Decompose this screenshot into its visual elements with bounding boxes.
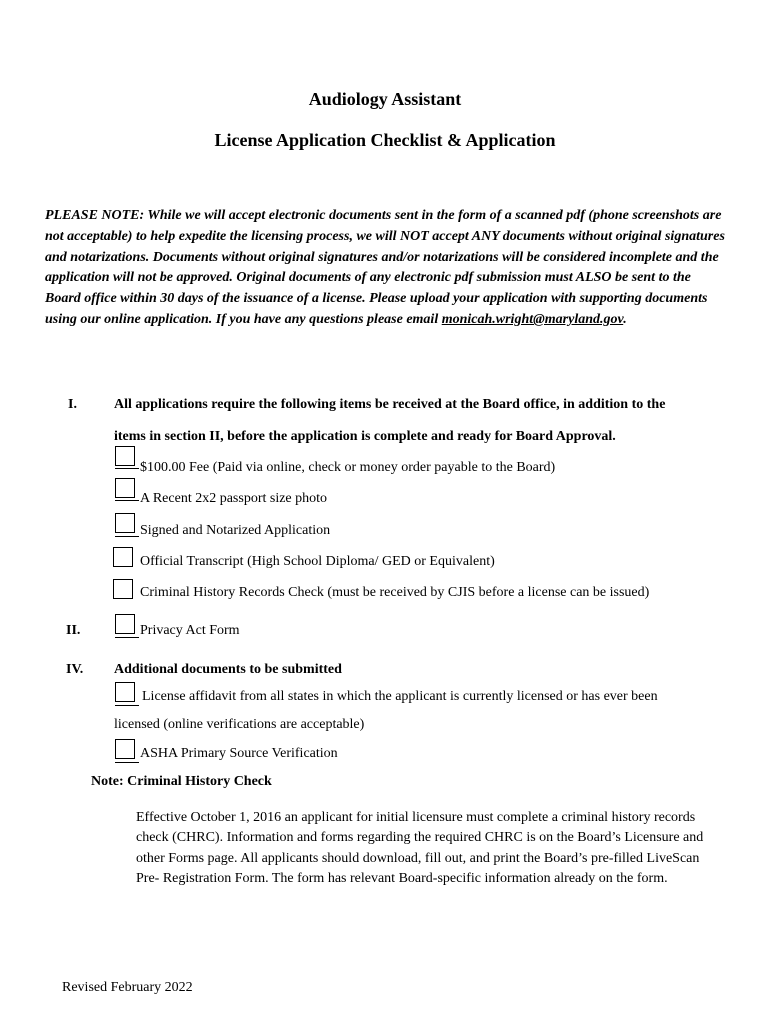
section-1-heading-line2: items in section II, before the application is complete and ready for Board Approval. bbox=[114, 429, 616, 444]
please-note-paragraph bbox=[45, 206, 725, 331]
checkbox-application[interactable] bbox=[115, 513, 135, 533]
section-4-number: IV. bbox=[66, 662, 84, 677]
section-1-heading-line1: All applications require the following items be received at the Board office, in addition to the bbox=[114, 397, 666, 412]
checkbox-fee-underline bbox=[115, 468, 139, 469]
checklist-item-fee: $100.00 Fee (Paid via online, check or money order payable to the Board) bbox=[140, 460, 556, 475]
checkbox-privacy-act[interactable] bbox=[115, 614, 135, 634]
section-2-number: II. bbox=[66, 623, 81, 638]
checklist-item-transcript: Official Transcript (High School Diploma/ GED or Equivalent) bbox=[140, 554, 495, 569]
checklist-item-photo: A Recent 2x2 passport size photo bbox=[140, 491, 328, 506]
please-note-text: PLEASE NOTE: While we will accept electronic documents sent in the form of a scanned pdf (phone screenshots are not acceptable) to help expedite the licensing process, we will NOT accept ANY documents without original signatures and notarizations. Documents without original signatures and/or notarizations will be considered incomplete and the application will not be approved. Original documents of any electronic pdf submission must ALSO be sent to the Board office within 30 days of the issuance of a license. Please upload your application with supporting documents using our online application. If you have any questions please email bbox=[45, 208, 725, 327]
checkbox-photo-underline bbox=[115, 500, 139, 501]
criminal-history-note-paragraph: Effective October 1, 2016 an applicant for initial licensure must complete a criminal history records check (CHRC). Information and forms regarding the required CHRC is on the Board’s Licensure and other Forms page. All applicants should download, fill out, and print the Board’s pre-filled LiveScan Pre- Registration Form. The form has relevant Board-specific information already on the form. bbox=[136, 810, 704, 887]
checklist-item-privacy-act: Privacy Act Form bbox=[140, 623, 240, 638]
checkbox-license-affidavit[interactable] bbox=[115, 682, 135, 702]
checkbox-transcript[interactable] bbox=[113, 547, 133, 567]
checkbox-privacy-act-underline bbox=[115, 637, 139, 638]
checkbox-application-underline bbox=[115, 536, 139, 537]
page-title: Audiology Assistant bbox=[308, 89, 462, 109]
checkbox-asha-verification[interactable] bbox=[115, 739, 135, 759]
checklist-item-license-affidavit: License affidavit from all states in which the applicant is currently licensed or has ever been bbox=[142, 689, 658, 704]
checklist-item-application: Signed and Notarized Application bbox=[140, 523, 331, 538]
section-4-heading: Additional documents to be submitted bbox=[114, 662, 342, 677]
checklist-item-asha-verification: ASHA Primary Source Verification bbox=[140, 746, 338, 761]
revision-date: Revised February 2022 bbox=[62, 980, 193, 995]
checkbox-photo[interactable] bbox=[115, 478, 135, 498]
checkbox-license-affidavit-underline bbox=[115, 705, 139, 706]
checklist-item-criminal-history: Criminal History Records Check (must be received by CJIS before a license can be issued) bbox=[140, 585, 650, 600]
checkbox-criminal-history[interactable] bbox=[113, 579, 133, 599]
please-note-end: . bbox=[623, 311, 627, 327]
page-subtitle: License Application Checklist & Application bbox=[214, 130, 556, 150]
checklist-item-license-affidavit-cont: licensed (online verifications are acceptable) bbox=[114, 717, 365, 732]
checkbox-asha-verification-underline bbox=[115, 762, 139, 763]
contact-email-link[interactable]: monicah.wright@maryland.gov bbox=[441, 311, 624, 327]
checkbox-fee[interactable] bbox=[115, 446, 135, 466]
section-1-number: I. bbox=[68, 397, 77, 412]
criminal-history-note-heading: Note: Criminal History Check bbox=[91, 774, 272, 789]
